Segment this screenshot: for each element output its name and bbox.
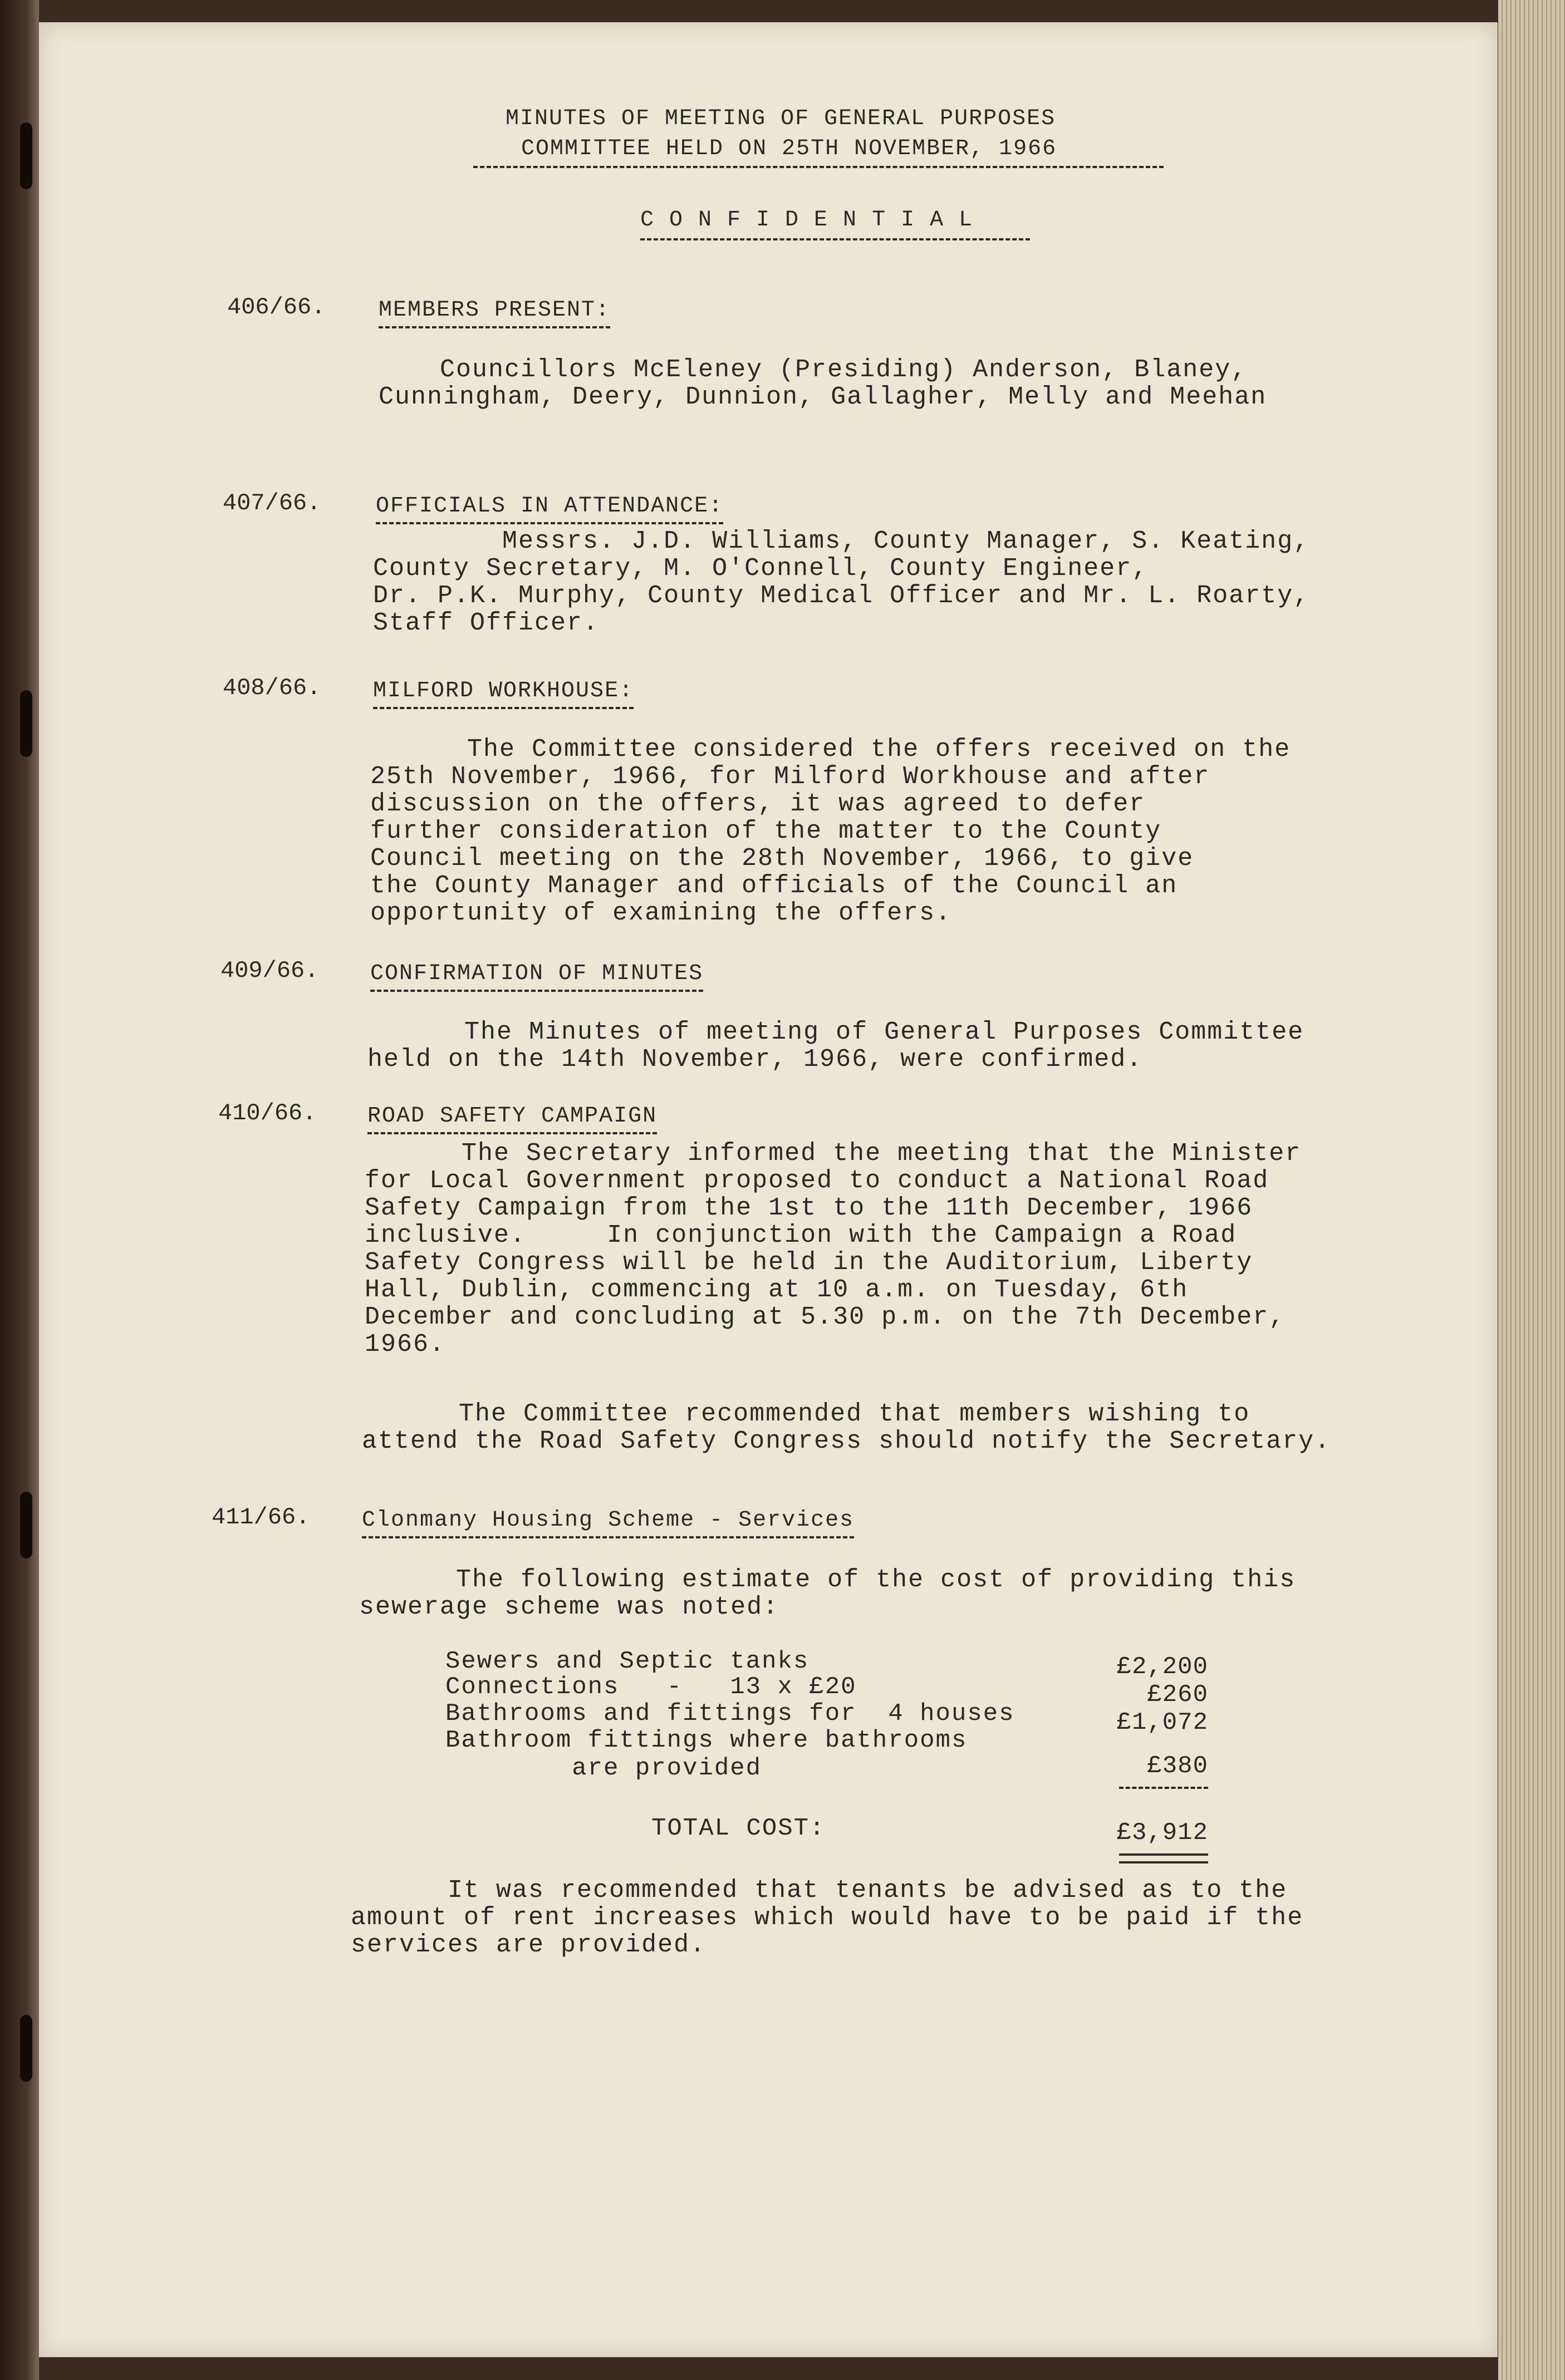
item-number: 406/66.	[227, 294, 326, 321]
binding-ring	[20, 122, 32, 189]
estimate-amount: £380	[1147, 1752, 1208, 1780]
estimate-label: Bathrooms and fittings for 4 houses	[445, 1700, 1015, 1728]
page-stack-edge	[1498, 0, 1565, 2380]
document-page	[39, 22, 1498, 2357]
estimate-label: Bathroom fittings where bathrooms are provided	[445, 1727, 968, 1782]
estimate-amount: £260	[1147, 1681, 1208, 1709]
binding-ring	[20, 2015, 32, 2082]
estimate-label: Sewers and Septic tanks	[445, 1648, 810, 1675]
item-number: 411/66.	[212, 1504, 310, 1531]
total-double-rule	[1119, 1853, 1208, 1863]
item-heading: CONFIRMATION OF MINUTES	[370, 960, 703, 992]
item-number: 410/66.	[218, 1100, 317, 1127]
total-amount: £3,912	[1116, 1819, 1208, 1847]
item-heading: Clonmany Housing Scheme - Services	[362, 1506, 854, 1538]
confidential-label: C O N F I D E N T I A L	[640, 208, 974, 233]
item-body: Messrs. J.D. Williams, County Manager, S. Keating, County Secretary, M. O'Connell, County Engineer, Dr. P.K. Murphy, County Medical Officer and Mr. L. Roarty, Staff Officer.	[373, 527, 1310, 637]
item-body	[379, 356, 1267, 411]
members-line: Councillors McEleney (Presiding) Anderson, Blaney, Cunningham, Deery, Dunnion, Gallagher, Melly and Meehan	[379, 356, 1267, 411]
binding-ring	[20, 1492, 32, 1558]
binding-ring	[20, 690, 32, 757]
item-body-recommendation: The Committee recommended that members wishing to attend the Road Safety Congress should notify the Secretary.	[362, 1400, 1331, 1455]
title-line-1: MINUTES OF MEETING OF GENERAL PURPOSES	[506, 106, 1056, 131]
title-underline	[473, 166, 1164, 168]
binding-edge	[0, 0, 39, 2380]
item-body: The Secretary informed the meeting that the Minister for Local Government proposed to conduct a National Road Safety Campaign from the 1st to the 11th December, 1966 inclusive. In conjunction with the Campaign a Road Safety Congress will be held in the Auditorium, Liberty Hall, Dublin, commencing at 10 a.m. on Tuesday, 6th December and concluding at 5.30 p.m. on the 7th December, 1966.	[365, 1139, 1302, 1359]
item-heading: OFFICIALS IN ATTENDANCE:	[376, 492, 723, 524]
item-heading: MILFORD WORKHOUSE:	[373, 677, 634, 709]
estimate-amount: £1,072	[1116, 1709, 1208, 1737]
item-heading: MEMBERS PRESENT:	[379, 296, 610, 328]
item-number: 407/66.	[223, 490, 321, 517]
subtotal-rule	[1119, 1787, 1208, 1789]
confidential-underline	[640, 238, 1030, 240]
estimate-amount: £2,200	[1116, 1653, 1208, 1681]
item-body: The Minutes of meeting of General Purposes Committee held on the 14th November, 1966, were confirmed.	[367, 1018, 1304, 1074]
item-number: 408/66.	[223, 675, 321, 701]
title-line-2: COMMITTEE HELD ON 25TH NOVEMBER, 1966	[521, 136, 1057, 161]
item-body: The following estimate of the cost of providing this sewerage scheme was noted:	[359, 1566, 1296, 1621]
item-heading: ROAD SAFETY CAMPAIGN	[367, 1102, 657, 1134]
item-body-recommendation: It was recommended that tenants be advised as to the amount of rent increases which would have to be paid if the services are provided.	[351, 1876, 1304, 1959]
item-body: The Committee considered the offers received on the 25th November, 1966, for Milford Workhouse and after discussion on the offers, it was agreed to defer further consideration of the matter to the County Council meeting on the 28th November, 1966, to give the County Manager and officials of the Council an opportunity of examining the offers.	[370, 735, 1291, 927]
item-number: 409/66.	[220, 957, 319, 984]
total-label: TOTAL COST:	[651, 1814, 826, 1842]
estimate-label: Connections - 13 x £20	[445, 1673, 857, 1701]
